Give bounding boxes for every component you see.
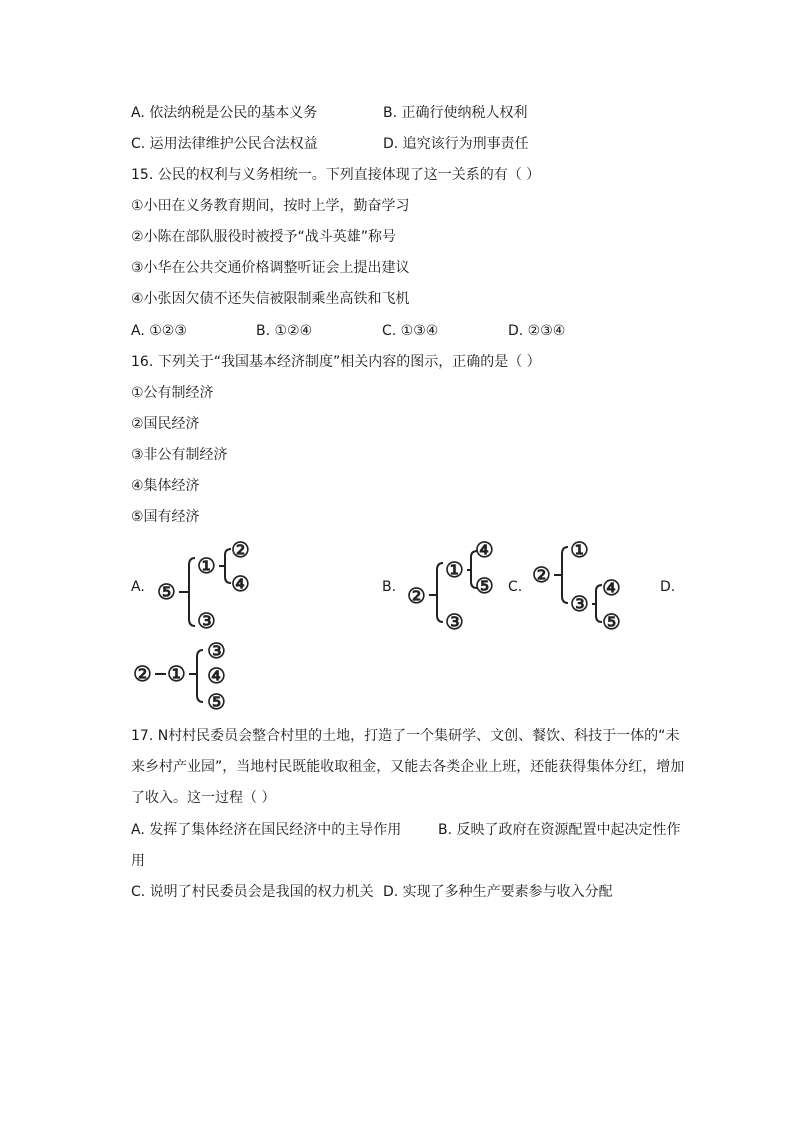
q14-option-b: B. 正确行使纳税人权利 [383, 105, 528, 121]
q17-option-c: C. 说明了村民委员会是我国的权力机关 [131, 884, 374, 900]
diagram-d-child-2: ④ [207, 663, 226, 688]
q17-stem-line-1: 17. N村村民委员会整合村里的土地，打造了一个集研学、文创、餐饮、科技于一体的“未 [131, 728, 680, 744]
q17-option-b-continued: 用 [131, 853, 145, 869]
q17-stem-line-2: 来乡村产业园”，当地村民既能收取租金，又能去各类企业上班，还能获得集体分红，增加 [131, 759, 685, 775]
q16-diagram-a [155, 535, 265, 635]
diagram-d-child-1: ③ [207, 638, 226, 663]
diagram-b-other: ③ [445, 609, 464, 634]
diagram-c-child-1: ④ [602, 575, 621, 600]
q15-option-a: A. ①②③ [131, 323, 187, 339]
diagram-a-root: ⑤ [157, 579, 176, 604]
q16-option-c-label: C. [508, 579, 523, 595]
q14-option-c: C. 运用法律维护公民合法权益 [131, 136, 318, 152]
q16-item-1: ①公有制经济 [131, 385, 214, 401]
q17-stem-line-3: 了收入。这一过程（ ） [131, 790, 276, 806]
q15-option-c: C. ①③④ [382, 323, 439, 339]
diagram-d-child-3: ⑤ [207, 689, 226, 714]
q16-option-d-label: D. [660, 579, 676, 595]
q16-item-2: ②国民经济 [131, 416, 200, 432]
q15-stem: 15. 公民的权利与义务相统一。下列直接体现了这一关系的有（ ） [131, 167, 541, 183]
q16-item-5: ⑤国有经济 [131, 509, 200, 525]
diagram-a-mid: ① [197, 553, 216, 578]
q16-diagram-c [532, 535, 642, 635]
q15-item-2: ②小陈在部队服役时被授予“战斗英雄”称号 [131, 229, 397, 245]
q15-option-b: B. ①②④ [256, 323, 313, 339]
diagram-a-child-1: ② [231, 537, 250, 562]
q17-option-b: B. 反映了政府在资源配置中起决定性作 [438, 822, 681, 838]
diagram-b-root: ② [407, 583, 426, 608]
q16-diagram-d [133, 638, 243, 718]
q15-item-4: ④小张因欠债不还失信被限制乘坐高铁和飞机 [131, 291, 410, 307]
diagram-a-child-2: ④ [231, 571, 250, 596]
diagram-d-root: ② [133, 661, 152, 686]
q15-item-3: ③小华在公共交通价格调整听证会上提出建议 [131, 260, 410, 276]
q17-option-d: D. 实现了多种生产要素参与收入分配 [383, 884, 613, 900]
q15-item-1: ①小田在义务教育期间，按时上学，勤奋学习 [131, 198, 410, 214]
diagram-d-mid: ① [167, 661, 186, 686]
q17-option-a: A. 发挥了集体经济在国民经济中的主导作用 [131, 822, 402, 838]
diagram-c-child-2: ⑤ [602, 609, 621, 634]
q16-stem: 16. 下列关于“我国基本经济制度”相关内容的图示，正确的是（ ） [131, 354, 541, 370]
q16-diagram-b [405, 535, 505, 635]
diagram-a-other: ③ [197, 608, 216, 633]
diagram-b-child-1: ④ [475, 537, 494, 562]
diagram-c-mid: ③ [570, 591, 589, 616]
q14-option-a: A. 依法纳税是公民的基本义务 [131, 105, 318, 121]
diagram-b-child-2: ⑤ [475, 573, 494, 598]
diagram-c-first: ① [570, 537, 589, 562]
q16-option-b-label: B. [382, 579, 397, 595]
q14-option-d: D. 追究该行为刑事责任 [383, 136, 529, 152]
q16-item-3: ③非公有制经济 [131, 447, 228, 463]
diagram-b-mid: ① [445, 557, 464, 582]
q15-option-d: D. ②③④ [508, 323, 566, 339]
q16-item-4: ④集体经济 [131, 478, 200, 494]
diagram-c-root: ② [532, 562, 551, 587]
q16-option-a-label: A. [131, 579, 145, 595]
